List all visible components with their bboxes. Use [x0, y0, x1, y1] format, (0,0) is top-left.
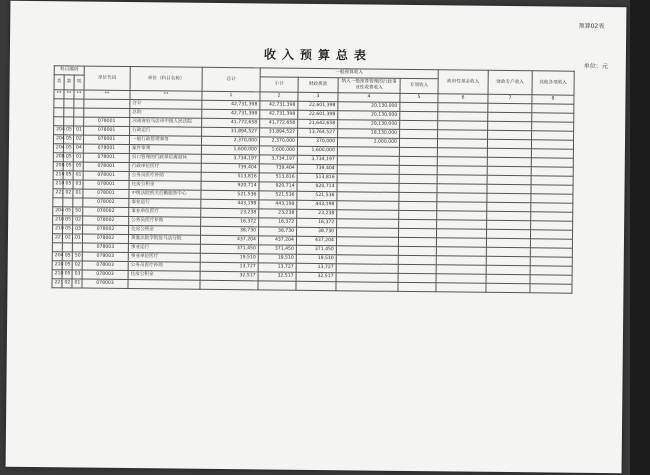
cell-sub: 2,370,000: [259, 137, 297, 146]
cell-c2: 05: [63, 171, 73, 180]
cell-name: 住房公积金: [128, 271, 200, 281]
empty-cell: [532, 131, 574, 140]
header-section: 款: [64, 75, 74, 90]
cell-sub: 513,816: [259, 173, 297, 182]
cell-sub: 13,727: [258, 263, 296, 272]
empty-cell: [488, 112, 532, 121]
scanner-edge: [630, 0, 650, 475]
cell-fiscal: 13,764,527: [298, 128, 338, 137]
column-number: 6: [438, 94, 488, 104]
empty-cell: [531, 176, 573, 185]
cell-name: 住房公积金: [129, 226, 201, 236]
empty-cell: [532, 122, 574, 131]
empty-cell: [399, 174, 437, 183]
cell-c2: 05: [63, 135, 73, 144]
cell-c2: 05: [62, 261, 72, 270]
cell-fiscal: [296, 281, 336, 290]
empty-cell: [487, 139, 531, 148]
cell-c1: 204: [53, 135, 63, 144]
cell-total: 38,730: [201, 226, 259, 236]
empty-cell: [436, 283, 486, 293]
cell-name: 公务员医疗补助: [128, 262, 200, 272]
star-marker: **: [64, 90, 74, 99]
empty-cell: [531, 185, 573, 194]
cell-code: 078003: [82, 279, 128, 288]
empty-cell: [399, 192, 437, 201]
cell-c3: 03: [73, 225, 83, 234]
cell-sub: 371,450: [258, 245, 296, 254]
cell-name: 公务员医疗补助: [129, 172, 201, 182]
cell-c2: 05: [63, 180, 73, 189]
cell-fiscal: 21,642,658: [298, 119, 338, 128]
cell-code: 078001: [83, 144, 129, 153]
cell-name: 住房公积金: [129, 181, 201, 191]
empty-cell: [531, 149, 573, 158]
empty-cell: [530, 275, 572, 284]
cell-sub: 23,238: [259, 209, 297, 218]
cell-name: 河南省驻马店市中级人民法院: [130, 118, 202, 128]
empty-cell: [531, 167, 573, 176]
cell-fee: 20,130,000: [338, 120, 400, 130]
empty-cell: [531, 140, 573, 149]
cell-sub: 739,404: [259, 164, 297, 173]
cell-code: 078001: [83, 135, 129, 144]
cell-c3: 01: [73, 153, 83, 162]
cell-c2: 05: [62, 270, 72, 279]
cell-sub: 42,731,398: [260, 101, 298, 110]
star-marker: **: [54, 90, 64, 99]
cell-total: 371,450: [200, 244, 258, 254]
cell-fiscal: 22,601,398: [298, 110, 338, 119]
empty-cell: [488, 130, 532, 139]
unit-label: 单位：元: [583, 62, 608, 71]
cell-c3: 03: [73, 180, 83, 189]
cell-code: 078001: [83, 153, 129, 162]
cell-total: 3,734,197: [201, 154, 259, 164]
empty-cell: [400, 129, 438, 138]
cell-c3: 03: [72, 270, 82, 279]
cell-name: 事业运行: [128, 244, 200, 254]
cell-c2: 05: [63, 153, 73, 162]
empty-cell: [399, 210, 437, 219]
cell-c3: 01: [73, 189, 83, 198]
empty-cell: [488, 103, 532, 112]
cell-code: [84, 108, 130, 117]
header-unit-name: 单位（科目名称）: [130, 67, 202, 92]
header-class: 类: [54, 75, 64, 90]
cell-sub: 920,714: [259, 182, 297, 191]
empty-cell: [487, 157, 531, 166]
cell-c3: 50: [72, 252, 82, 261]
table-body: [52, 99, 574, 293]
form-number: 预算02表: [578, 22, 605, 31]
cell-total: 16,372: [201, 217, 259, 227]
empty-cell: [399, 156, 437, 165]
cell-code: 078003: [82, 243, 128, 252]
cell-c1: 221: [52, 234, 62, 243]
cell-c1: [54, 108, 64, 117]
cell-c2: [64, 108, 74, 117]
empty-cell: [531, 158, 573, 167]
empty-cell: [487, 175, 531, 184]
cell-code: 078001: [83, 171, 129, 180]
empty-cell: [487, 202, 531, 211]
cell-c3: [74, 99, 84, 108]
cell-c1: 221: [53, 189, 63, 198]
cell-fiscal: 23,238: [297, 209, 337, 218]
column-number: 8: [532, 95, 574, 104]
empty-cell: [487, 229, 531, 238]
page-title: 收入预算总表: [263, 47, 372, 63]
cell-c1: 221: [52, 279, 62, 288]
cell-c2: 02: [63, 189, 73, 198]
cell-code: 078002: [83, 225, 129, 234]
cell-c1: 210: [53, 171, 63, 180]
cell-name: [128, 280, 200, 290]
cell-c2: 05: [63, 144, 73, 153]
cell-sub: 521,536: [259, 191, 297, 200]
cell-c1: 204: [53, 144, 63, 153]
empty-cell: [486, 265, 530, 274]
cell-total: 521,536: [201, 190, 259, 200]
cell-c2: 05: [63, 162, 73, 171]
cell-fiscal: 739,404: [297, 164, 337, 173]
cell-c1: 208: [53, 153, 63, 162]
empty-cell: [531, 203, 573, 212]
cell-c3: 01: [73, 171, 83, 180]
empty-cell: [487, 211, 531, 220]
empty-cell: [532, 113, 574, 122]
cell-c2: 05: [63, 216, 73, 225]
star-marker: **: [84, 90, 130, 99]
cell-fee: 18,130,000: [338, 129, 400, 139]
empty-cell: [399, 219, 437, 228]
empty-cell: [486, 283, 530, 292]
header-fee-income: 纳入一般预算管理的行政事业性收费收入: [338, 78, 400, 94]
cell-c1: [54, 99, 64, 108]
header-fiscal-allocation: 财政拨款: [298, 77, 338, 92]
cell-sub: 1,600,000: [259, 146, 297, 155]
cell-fee: 20,130,000: [338, 102, 400, 112]
cell-c3: 01: [72, 234, 82, 243]
cell-name: 合计: [130, 100, 202, 110]
cell-code: 078002: [83, 216, 129, 225]
cell-total: 42,731,398: [202, 109, 260, 119]
cell-c1: 210: [53, 216, 63, 225]
cell-total: 42,731,398: [202, 100, 260, 110]
column-number: 2: [260, 92, 298, 101]
cell-c3: [74, 108, 84, 117]
cell-fiscal: 16,372: [297, 218, 337, 227]
cell-c2: 05: [63, 225, 73, 234]
empty-cell: [399, 228, 437, 237]
empty-cell: [398, 273, 436, 282]
empty-cell: [531, 230, 573, 239]
cell-c3: [73, 198, 83, 207]
empty-cell: [488, 121, 532, 130]
empty-cell: [531, 221, 573, 230]
star-marker: **: [130, 91, 202, 101]
cell-code: 078001: [83, 162, 129, 171]
cell-fiscal: 370,000: [297, 137, 337, 146]
cell-sub: 32,517: [258, 272, 296, 281]
cell-name: 行政运行: [130, 127, 202, 137]
header-other: 其他各项收入: [532, 71, 574, 95]
empty-cell: [486, 256, 530, 265]
cell-name: 一般行政管理事务: [129, 136, 201, 146]
cell-fiscal: 22,601,398: [298, 101, 338, 110]
empty-cell: [532, 104, 574, 113]
cell-c1: 210: [53, 225, 63, 234]
cell-code: 078002: [83, 207, 129, 216]
cell-total: 31,894,527: [202, 127, 260, 137]
cell-c3: 05: [73, 162, 83, 171]
cell-c1: 204: [53, 207, 63, 216]
cell-total: 19,510: [200, 253, 258, 263]
cell-c1: [52, 243, 62, 252]
cell-fiscal: 920,714: [297, 182, 337, 191]
empty-cell: [530, 248, 572, 257]
header-special-income: 专项收入: [400, 78, 438, 93]
cell-c1: 210: [53, 180, 63, 189]
cell-c2: 05: [64, 126, 74, 135]
empty-cell: [400, 111, 438, 120]
header-general-budget: 一般预算收入: [260, 68, 438, 79]
cell-code: 078002: [82, 234, 128, 243]
empty-cell: [398, 264, 436, 273]
empty-cell: [399, 147, 437, 156]
cell-c1: 210: [52, 270, 62, 279]
cell-name: 案件审判: [129, 145, 201, 155]
header-fiscal-special: 财政专户收入: [488, 70, 532, 94]
cell-c1: [54, 117, 64, 126]
cell-c3: 50: [73, 207, 83, 216]
empty-cell: [487, 148, 531, 157]
cell-total: 32,517: [200, 271, 258, 281]
cell-c3: 02: [73, 216, 83, 225]
cell-fiscal: 437,204: [296, 236, 336, 245]
empty-cell: [398, 255, 436, 264]
cell-c2: [64, 117, 74, 126]
cell-fee: 20,130,000: [338, 111, 400, 121]
cell-code: 078003: [82, 261, 128, 270]
empty-cell: [487, 166, 531, 175]
empty-cell: [487, 193, 531, 202]
cell-fiscal: 19,510: [296, 254, 336, 263]
star-marker: **: [74, 90, 84, 99]
cell-total: 513,816: [201, 172, 259, 182]
cell-c2: [64, 99, 74, 108]
empty-cell: [398, 246, 436, 255]
cell-code: [84, 99, 130, 108]
cell-c1: [53, 198, 63, 207]
column-number: 7: [488, 94, 532, 103]
empty-cell: [531, 194, 573, 203]
header-gov-fund: 政府性基金收入: [438, 70, 488, 95]
cell-code: 078003: [82, 252, 128, 261]
empty-cell: [530, 284, 572, 293]
cell-c3: 01: [72, 279, 82, 288]
cell-total: 2,370,000: [201, 136, 259, 146]
cell-c3: 02: [73, 135, 83, 144]
empty-cell: [400, 102, 438, 111]
income-budget-table: [51, 65, 574, 293]
cell-code: 078002: [83, 198, 129, 207]
cell-code: 078001: [84, 117, 130, 126]
empty-cell: [530, 239, 572, 248]
cell-c3: 04: [73, 144, 83, 153]
cell-name: 行政单位医疗: [129, 163, 201, 173]
cell-total: 739,404: [201, 163, 259, 173]
cell-total: 1,600,000: [201, 145, 259, 155]
empty-cell: [486, 274, 530, 283]
header-item: 项: [74, 75, 84, 90]
empty-cell: [398, 282, 436, 291]
cell-total: 920,714: [201, 181, 259, 191]
cell-fiscal: 3,734,197: [297, 155, 337, 164]
cell-name: 黄淮法院学院驻马店分院: [128, 235, 200, 245]
cell-fiscal: 38,730: [297, 227, 337, 236]
cell-c2: 02: [62, 234, 72, 243]
cell-sub: 42,731,398: [260, 110, 298, 119]
cell-name: 归口管理的行政单位离退休: [129, 154, 201, 164]
empty-cell: [486, 238, 530, 247]
cell-total: 41,772,658: [202, 118, 260, 128]
cell-fee: [336, 282, 398, 292]
cell-c1: 204: [52, 252, 62, 261]
cell-fiscal: 513,816: [297, 173, 337, 182]
empty-cell: [399, 201, 437, 210]
cell-c1: 204: [54, 126, 64, 135]
cell-name: 事业单位医疗: [129, 208, 201, 218]
cell-fiscal: 371,450: [296, 245, 336, 254]
cell-c2: [62, 243, 72, 252]
empty-cell: [399, 138, 437, 147]
empty-cell: [530, 257, 572, 266]
empty-cell: [530, 266, 572, 275]
cell-total: 437,204: [200, 235, 258, 245]
empty-cell: [531, 212, 573, 221]
cell-c1: 208: [53, 162, 63, 171]
cell-code: 078001: [84, 126, 130, 135]
cell-fiscal: 1,600,000: [297, 146, 337, 155]
empty-cell: [487, 220, 531, 229]
header-unit-code: 单位代码: [84, 66, 130, 90]
header-total: 总计: [202, 67, 260, 92]
cell-sub: 3,734,197: [259, 155, 297, 164]
cell-fiscal: 32,517: [296, 272, 336, 281]
header-subject-code: 科目编码: [54, 66, 84, 75]
empty-cell: [399, 183, 437, 192]
cell-total: 13,727: [200, 262, 258, 272]
cell-code: 078001: [83, 180, 129, 189]
empty-cell: [487, 184, 531, 193]
empty-cell: [398, 237, 436, 246]
cell-c3: 01: [74, 126, 84, 135]
cell-sub: 437,204: [258, 236, 296, 245]
cell-sub: 41,772,658: [260, 119, 298, 128]
cell-code: 078001: [83, 189, 129, 198]
cell-name: 公务员医疗补助: [129, 217, 201, 227]
cell-c3: [72, 243, 82, 252]
column-number: 5: [400, 93, 438, 102]
cell-total: 443,198: [201, 199, 259, 209]
cell-sub: [258, 281, 296, 290]
empty-cell: [399, 165, 437, 174]
cell-c2: [63, 198, 73, 207]
cell-sub: 38,730: [259, 227, 297, 236]
cell-c2: 05: [63, 207, 73, 216]
cell-c1: 210: [52, 261, 62, 270]
cell-fiscal: 521,536: [297, 191, 337, 200]
column-number: 3: [298, 92, 338, 101]
cell-c3: [74, 117, 84, 126]
cell-total: 23,238: [201, 208, 259, 218]
cell-sub: 16,372: [259, 218, 297, 227]
cell-name: 事业运行: [129, 199, 201, 209]
header-subtotal: 小计: [260, 77, 298, 92]
cell-total: [200, 280, 258, 290]
empty-cell: [400, 120, 438, 129]
document-page: [6, 1, 627, 473]
cell-name: 事业单位医疗: [128, 253, 200, 263]
cell-c3: 02: [72, 261, 82, 270]
cell-fee: 2,000,000: [337, 138, 399, 148]
cell-code: 078003: [82, 270, 128, 279]
cell-fiscal: 443,198: [297, 200, 337, 209]
cell-sub: 31,894,527: [260, 128, 298, 137]
cell-c2: 05: [62, 252, 72, 261]
cell-sub: 19,510: [258, 254, 296, 263]
cell-sub: 443,198: [259, 200, 297, 209]
cell-fiscal: 13,727: [296, 263, 336, 272]
empty-cell: [486, 247, 530, 256]
cell-name: 中级法院机关后勤服务中心: [129, 190, 201, 200]
cell-c2: 02: [62, 279, 72, 288]
cell-name: 总院: [130, 109, 202, 119]
column-number: 4: [338, 93, 400, 103]
column-number: 1: [202, 91, 260, 101]
